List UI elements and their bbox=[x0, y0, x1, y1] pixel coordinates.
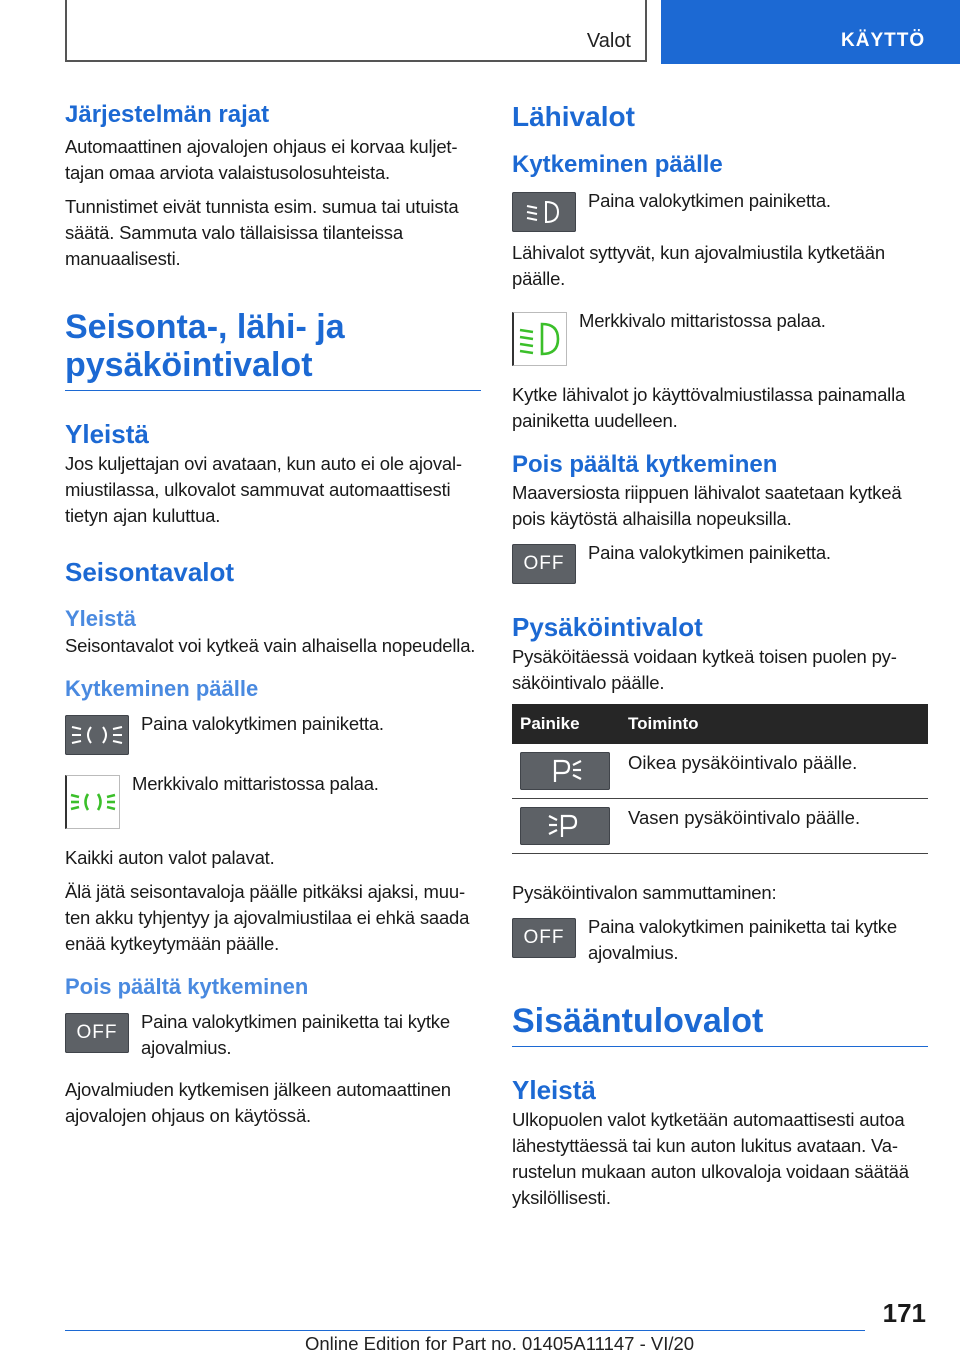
low-beam-indicator-text: Merkkivalo mittaristossa palaa. bbox=[579, 310, 826, 331]
parking-light-button-icon[interactable] bbox=[65, 715, 129, 755]
low-beam-button-row bbox=[512, 188, 928, 232]
heading-switch-on: Kytkeminen päälle bbox=[65, 676, 259, 701]
heading-parking-side-lights: Pysäköintivalot bbox=[512, 612, 703, 642]
low-off-instruction: Paina valokytkimen painiketta. bbox=[588, 542, 831, 563]
heading-system-limits: Järjestelmän rajat bbox=[65, 101, 270, 128]
paragraph-low-on: Lähivalot syttyvät, kun ajovalmiustila kytketään päälle. bbox=[512, 242, 885, 289]
heading-welcome-lights: Sisääntulovalot bbox=[512, 1002, 928, 1047]
paragraph-warning: Älä jätä seisontavaloja päälle pitkäksi ajaksi, muuten akku tyhjentyy ja ajovalmiustilaa ei ehkä saada enää kytkeytymään päälle. bbox=[65, 881, 470, 954]
park-off-instruction: Paina valokytkimen painiketta tai kytke ajovalmius. bbox=[588, 916, 897, 963]
off-button-icon[interactable]: OFF bbox=[65, 1013, 129, 1053]
low-off-button-icon[interactable]: OFF bbox=[512, 544, 576, 584]
park-off-button-row bbox=[512, 914, 928, 966]
chapter-tab-label: KÄYTTÖ bbox=[841, 30, 926, 51]
paragraph-after-drive-ready: Ajovalmiuden kytkemisen jälkeen automaattinen ajovalojen ohjaus on käytössä. bbox=[65, 1079, 451, 1126]
parking-indicator-icon bbox=[65, 775, 120, 829]
heading-low-on: Kytkeminen päälle bbox=[512, 151, 723, 178]
paragraph-low-again: Kytke lähivalot jo käyttövalmiustilassa painamalla painiketta uudelleen. bbox=[512, 384, 906, 431]
table-header-button: Painike bbox=[512, 704, 620, 744]
paragraph-low-off: Maaversiosta riippuen lähivalot saatetaan kytkeä pois käytöstä alhaisilla nopeuksilla. bbox=[512, 482, 902, 529]
chapter-tab[interactable] bbox=[661, 0, 960, 64]
header-box bbox=[65, 0, 647, 62]
left-column bbox=[65, 100, 481, 1129]
heading-parking-general: Yleistä bbox=[65, 606, 136, 631]
parking-light-button-row bbox=[65, 711, 481, 755]
section-title: Valot bbox=[586, 30, 631, 52]
page-number: 171 bbox=[882, 1298, 926, 1328]
low-beam-indicator-row bbox=[512, 308, 928, 366]
parking-on-instruction: Paina valokytkimen painiketta. bbox=[141, 713, 384, 734]
low-beam-button-icon[interactable] bbox=[512, 192, 576, 232]
left-parking-light-button-icon[interactable] bbox=[520, 807, 610, 845]
heading-low-beam: Lähivalot bbox=[512, 101, 635, 132]
off-instruction: Paina valokytkimen painiketta tai kytke ajovalmius. bbox=[141, 1011, 450, 1058]
table-cell-right: Oikea pysäköintivalo päälle. bbox=[620, 744, 928, 799]
paragraph-welcome: Ulkopuolen valot kytketään automaattisesti autoa lähestyttäessä tai kun auton lukitus avataan. Varustelun mukaan auton ulkovaloja voidaan säätää yksilöllisesti. bbox=[512, 1109, 909, 1208]
heading-switch-off: Pois päältä kytkeminen bbox=[65, 974, 309, 999]
heading-welcome-general: Yleistä bbox=[512, 1075, 596, 1105]
paragraph-limits-2: Tunnistimet eivät tunnista esim. sumua tai utuista säätä. Sammuta valo tällaisissa tilanteissa manuaalisesti. bbox=[65, 196, 459, 269]
paragraph-general: Jos kuljettajan ovi avataan, kun auto ei ole ajovalmiustilassa, ulkovalot sammuvat automaattisesti tietyn ajan kuluttua. bbox=[65, 453, 463, 526]
table-cell-left: Vasen pysäköintivalo päälle. bbox=[620, 799, 928, 854]
off-button-row bbox=[65, 1009, 481, 1061]
table-row bbox=[512, 799, 928, 854]
paragraph-parking-side: Pysäköitäessä voidaan kytkeä toisen puolen pysäköintivalo päälle. bbox=[512, 646, 897, 693]
table-row bbox=[512, 744, 928, 799]
right-column bbox=[512, 100, 928, 1211]
paragraph-park-off: Pysäköintivalon sammuttaminen: bbox=[512, 882, 777, 903]
low-beam-indicator-icon bbox=[512, 312, 567, 366]
low-off-button-row bbox=[512, 540, 928, 584]
parking-indicator-row bbox=[65, 771, 481, 829]
heading-main-lights: Seisonta-, lähi- ja pysäköintivalot bbox=[65, 308, 481, 391]
parking-indicator-text: Merkkivalo mittaristossa palaa. bbox=[132, 773, 379, 794]
footer-divider bbox=[65, 1330, 865, 1331]
heading-low-off: Pois päältä kytkeminen bbox=[512, 451, 778, 478]
park-off-button-icon[interactable]: OFF bbox=[512, 918, 576, 958]
right-parking-light-button-icon[interactable] bbox=[520, 752, 610, 790]
low-beam-on-instruction: Paina valokytkimen painiketta. bbox=[588, 190, 831, 211]
heading-general: Yleistä bbox=[65, 419, 149, 449]
heading-parking-lights: Seisontavalot bbox=[65, 557, 235, 587]
paragraph-all-lights: Kaikki auton valot palavat. bbox=[65, 847, 275, 868]
footer-edition: Online Edition for Part no. 01405A11147 - VI/20 bbox=[305, 1333, 695, 1354]
parking-lights-table bbox=[512, 704, 928, 854]
paragraph-parking-general: Seisontavalot voi kytkeä vain alhaisella nopeudella. bbox=[65, 635, 476, 656]
table-header-function: Toiminto bbox=[620, 704, 928, 744]
paragraph-limits-1: Automaattinen ajovalojen ohjaus ei korvaa kuljettajan omaa arviota valaistusolosuhteista. bbox=[65, 136, 458, 183]
